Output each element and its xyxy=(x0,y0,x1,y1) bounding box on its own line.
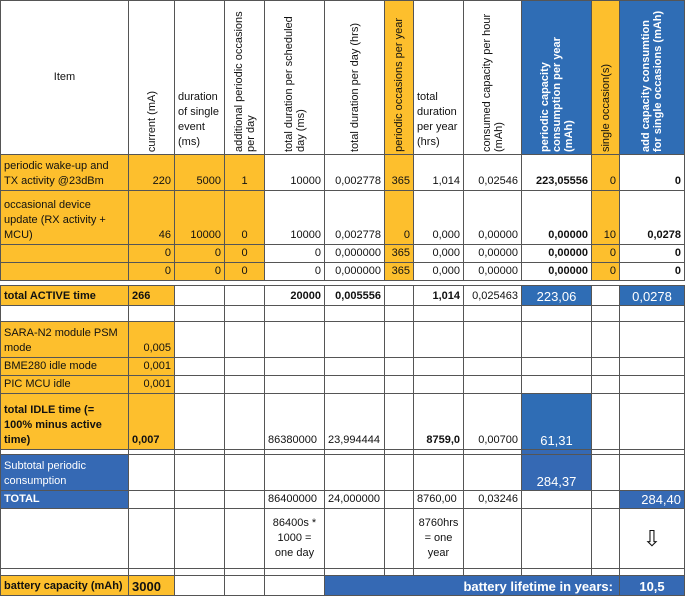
header-additional-periodic: additional periodic occasions per day xyxy=(225,1,265,155)
total-add-cap: 284,40 xyxy=(620,491,685,509)
row-total-day-ms: 10000 xyxy=(265,155,325,191)
row-single: 0 xyxy=(592,155,620,191)
row-consumed: 0,00000 xyxy=(464,245,522,263)
row-periodic-cap: 0,00000 xyxy=(522,191,592,245)
battery-capacity-value: 3000 xyxy=(129,576,175,596)
header-consumed-capacity: consumed capacity per hour (mAh) xyxy=(464,1,522,155)
total-day-hrs: 24,000000 xyxy=(325,491,385,509)
total-active-periodic-cap: 223,06 xyxy=(522,286,592,306)
row-duration: 5000 xyxy=(175,155,225,191)
battery-row xyxy=(1,576,685,596)
total-idle-day-ms: 86380000 xyxy=(265,394,325,450)
idle-row xyxy=(1,376,685,394)
header-row xyxy=(1,1,685,155)
table-row xyxy=(1,155,685,191)
total-idle-row xyxy=(1,394,685,450)
row-total-day-hrs: 0,000000 xyxy=(325,245,385,263)
header-periodic-capacity: periodic capacity consumption per year (mAh) xyxy=(522,1,592,155)
total-year: 8760,00 xyxy=(414,491,464,509)
total-active-current: 266 xyxy=(129,286,175,306)
idle-item: SARA-N2 module PSM mode xyxy=(1,322,129,358)
total-active-row xyxy=(1,286,685,306)
row-add-periodic: 0 xyxy=(225,263,265,281)
idle-current: 0,005 xyxy=(129,322,175,358)
row-consumed: 0,00000 xyxy=(464,191,522,245)
header-current: current (mA) xyxy=(129,1,175,155)
row-periodic-occ: 0 xyxy=(385,191,414,245)
header-total-duration-day: total duration per scheduled day (ms) xyxy=(265,1,325,155)
row-single: 0 xyxy=(592,245,620,263)
total-day-ms: 86400000 xyxy=(265,491,325,509)
header-periodic-occasions: periodic occasions per year xyxy=(385,1,414,155)
spacer-row xyxy=(1,306,685,322)
row-current: 220 xyxy=(129,155,175,191)
row-single: 0 xyxy=(592,263,620,281)
total-label: TOTAL xyxy=(1,491,129,509)
header-total-duration-year: total duration per year (hrs) xyxy=(414,1,464,155)
battery-capacity-label: battery capacity (mAh) xyxy=(1,576,129,596)
spacer-row xyxy=(1,569,685,576)
row-add-cap: 0,0278 xyxy=(620,191,685,245)
row-item xyxy=(1,263,129,281)
total-active-day-hrs: 0,005556 xyxy=(325,286,385,306)
row-item xyxy=(1,245,129,263)
total-active-day-ms: 20000 xyxy=(265,286,325,306)
row-current: 0 xyxy=(129,263,175,281)
row-periodic-occ: 365 xyxy=(385,155,414,191)
row-single: 10 xyxy=(592,191,620,245)
row-duration: 10000 xyxy=(175,191,225,245)
total-active-consumed: 0,025463 xyxy=(464,286,522,306)
total-idle-periodic-cap: 61,31 xyxy=(522,394,592,450)
row-periodic-occ: 365 xyxy=(385,245,414,263)
total-active-label: total ACTIVE time xyxy=(1,286,129,306)
row-consumed: 0,00000 xyxy=(464,263,522,281)
total-idle-consumed: 0,00700 xyxy=(464,394,522,450)
row-total-day-ms: 0 xyxy=(265,245,325,263)
row-total-year: 1,014 xyxy=(414,155,464,191)
row-consumed: 0,02546 xyxy=(464,155,522,191)
note-one-year: 8760hrs = one year xyxy=(414,509,464,569)
row-total-day-hrs: 0,002778 xyxy=(325,191,385,245)
subtotal-value: 284,37 xyxy=(522,455,592,491)
subtotal-label: Subtotal periodic consumption xyxy=(1,455,129,491)
idle-row xyxy=(1,358,685,376)
battery-lifetime-label: battery lifetime in years: xyxy=(325,576,620,596)
row-total-year: 0,000 xyxy=(414,191,464,245)
header-item: Item xyxy=(1,1,129,155)
row-add-periodic: 1 xyxy=(225,155,265,191)
total-idle-current: 0,007 xyxy=(129,394,175,450)
note-one-day: 86400s * 1000 = one day xyxy=(265,509,325,569)
row-current: 0 xyxy=(129,245,175,263)
row-total-year: 0,000 xyxy=(414,263,464,281)
row-periodic-cap: 0,00000 xyxy=(522,245,592,263)
row-add-cap: 0 xyxy=(620,245,685,263)
battery-lifetime-value: 10,5 xyxy=(620,576,685,596)
total-idle-label: total IDLE time (= 100% minus active time) xyxy=(1,394,129,450)
table-row xyxy=(1,191,685,245)
idle-row xyxy=(1,322,685,358)
table-row xyxy=(1,263,685,281)
down-arrow-icon: ⇩ xyxy=(620,509,685,569)
row-duration: 0 xyxy=(175,263,225,281)
total-row xyxy=(1,491,685,509)
idle-current: 0,001 xyxy=(129,358,175,376)
row-total-year: 0,000 xyxy=(414,245,464,263)
header-add-capacity: add capacity consumtion for single occasions (mAh) xyxy=(620,1,685,155)
row-add-cap: 0 xyxy=(620,263,685,281)
row-periodic-cap: 0,00000 xyxy=(522,263,592,281)
row-total-day-ms: 0 xyxy=(265,263,325,281)
row-duration: 0 xyxy=(175,245,225,263)
total-consumed: 0,03246 xyxy=(464,491,522,509)
subtotal-row xyxy=(1,455,685,491)
row-periodic-cap: 223,05556 xyxy=(522,155,592,191)
idle-item: BME280 idle mode xyxy=(1,358,129,376)
row-add-periodic: 0 xyxy=(225,191,265,245)
total-active-year: 1,014 xyxy=(414,286,464,306)
row-item: periodic wake-up and TX activity @23dBm xyxy=(1,155,129,191)
idle-item: PIC MCU idle xyxy=(1,376,129,394)
row-total-day-hrs: 0,002778 xyxy=(325,155,385,191)
row-item: occasional device update (RX activity + MCU) xyxy=(1,191,129,245)
row-add-cap: 0 xyxy=(620,155,685,191)
idle-current: 0,001 xyxy=(129,376,175,394)
total-idle-year: 8759,0 xyxy=(414,394,464,450)
header-duration-single: duration of single event (ms) xyxy=(175,1,225,155)
table-row xyxy=(1,245,685,263)
row-add-periodic: 0 xyxy=(225,245,265,263)
row-total-day-hrs: 0,000000 xyxy=(325,263,385,281)
header-total-duration-hrs: total duration per day (hrs) xyxy=(325,1,385,155)
header-single-occasions: single occasion(s) xyxy=(592,1,620,155)
notes-row xyxy=(1,509,685,569)
row-total-day-ms: 10000 xyxy=(265,191,325,245)
row-periodic-occ: 365 xyxy=(385,263,414,281)
total-active-add-cap: 0,0278 xyxy=(620,286,685,306)
total-idle-day-hrs: 23,994444 xyxy=(325,394,385,450)
row-current: 46 xyxy=(129,191,175,245)
